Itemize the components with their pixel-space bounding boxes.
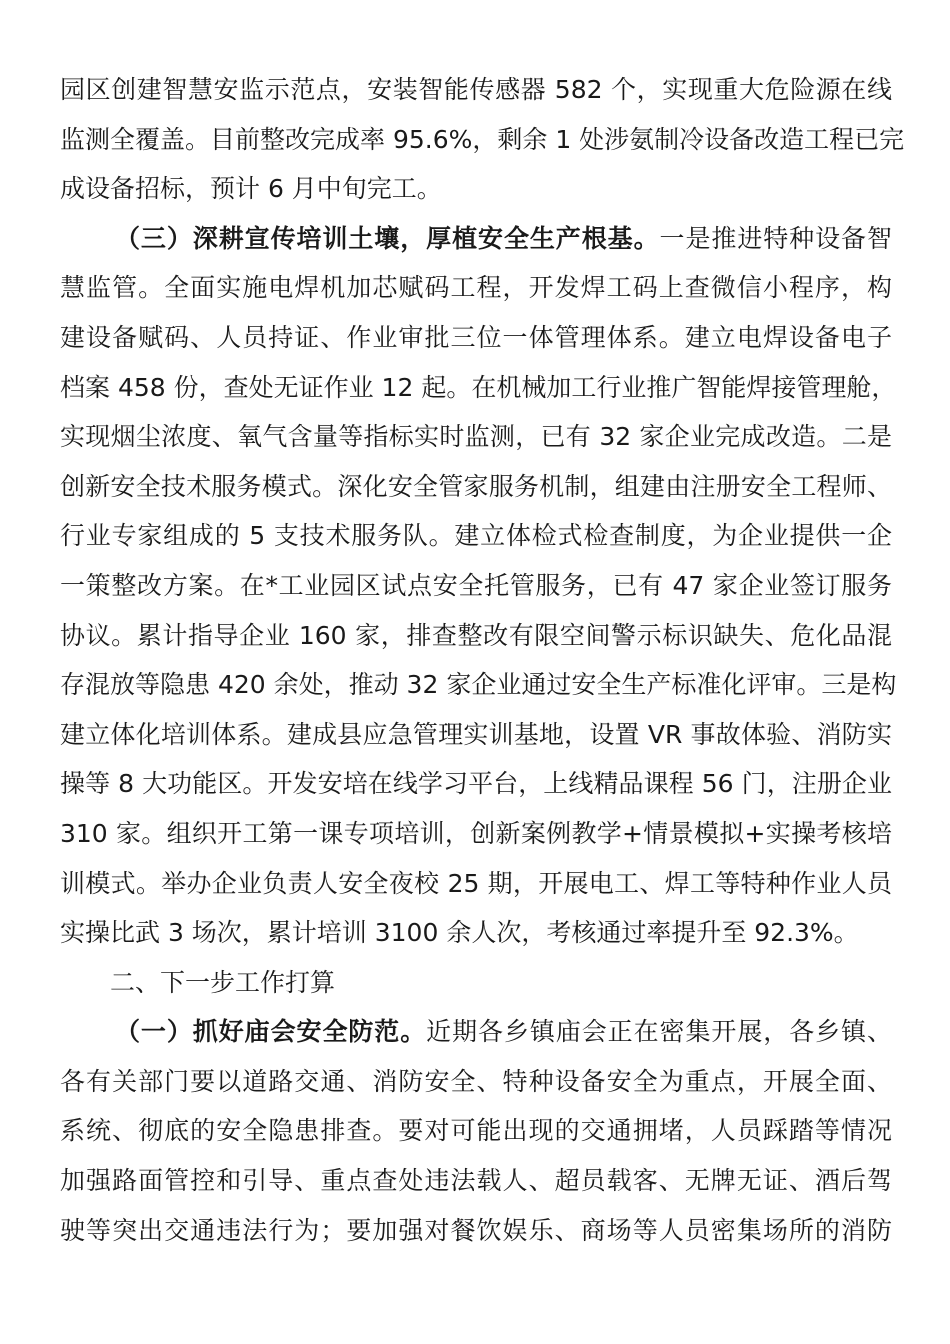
text-line: 存混放等隐患 420 余处，推动 32 家企业通过安全生产标准化评审。三是构: [60, 670, 897, 700]
text-line: 310 家。组织开工第一课专项培训，创新案例教学+情景模拟+实操考核培: [60, 818, 892, 848]
text-line: 成设备招标，预计 6 月中旬完工。: [60, 174, 442, 204]
text-line: 实现烟尘浓度、氧气含量等指标实时监测，已有 32 家企业完成改造。二是: [60, 422, 892, 452]
paragraph-heading-line: [60, 1007, 892, 1057]
text-span: 近期各乡镇庙会正在密集开展，各乡镇、: [426, 1017, 892, 1047]
document-page: [60, 65, 905, 1255]
section-heading: 二、下一步工作打算: [110, 967, 336, 997]
text-line: 创新安全技术服务模式。深化安全管家服务机制，组建由注册安全工程师、: [60, 471, 892, 501]
text-line: 实操比武 3 场次，累计培训 3100 余人次，考核通过率提升至 92.3%。: [60, 918, 859, 948]
text-line: 系统、彻底的安全隐患排查。要对可能出现的交通拥堵，人员踩踏等情况: [60, 1116, 892, 1146]
text-line: 各有关部门要以道路交通、消防安全、特种设备安全为重点，开展全面、: [60, 1066, 892, 1096]
text-span: 一是推进特种设备智: [659, 223, 892, 253]
text-line: 训模式。举办企业负责人安全夜校 25 期，开展电工、焊工等特种作业人员: [60, 868, 892, 898]
text-line: 监测全覆盖。目前整改完成率 95.6%，剩余 1 处涉氨制冷设备改造工程已完: [60, 124, 905, 154]
text-line: 建立体化培训体系。建成县应急管理实训基地，设置 VR 事故体验、消防实: [60, 719, 892, 749]
text-line: 档案 458 份，查处无证作业 12 起。在机械加工行业推广智能焊接管理舱，: [60, 372, 897, 402]
text-line: 一策整改方案。在*工业园区试点安全托管服务，已有 47 家企业签订服务: [60, 570, 892, 600]
text-line: 协议。累计指导企业 160 家，排查整改有限空间警示标识缺失、危化品混: [60, 620, 892, 650]
text-line: 操等 8 大功能区。开发安培在线学习平台，上线精品课程 56 门，注册企业: [60, 769, 892, 799]
text-line: 园区创建智慧安监示范点，安装智能传感器 582 个，实现重大危险源在线: [60, 75, 892, 104]
text-line: 慧监管。全面实施电焊机加芯赋码工程，开发焊工码上查微信小程序，构: [60, 273, 892, 303]
text-line: 行业专家组成的 5 支技术服务队。建立体检式检查制度，为企业提供一企: [60, 521, 892, 551]
text-line: 驶等突出交通违法行为；要加强对餐饮娱乐、商场等人员密集场所的消防: [60, 1215, 892, 1245]
subsection-heading: （三）深耕宣传培训土壤，厚植安全生产根基。: [115, 223, 660, 253]
paragraph-heading-line: [60, 214, 892, 264]
subsection-heading: （一）抓好庙会安全防范。: [115, 1017, 427, 1047]
text-line: 加强路面管控和引导、重点查处违法载人、超员载客、无牌无证、酒后驾: [60, 1166, 892, 1196]
text-line: 建设备赋码、人员持证、作业审批三位一体管理体系。建立电焊设备电子: [60, 322, 892, 352]
